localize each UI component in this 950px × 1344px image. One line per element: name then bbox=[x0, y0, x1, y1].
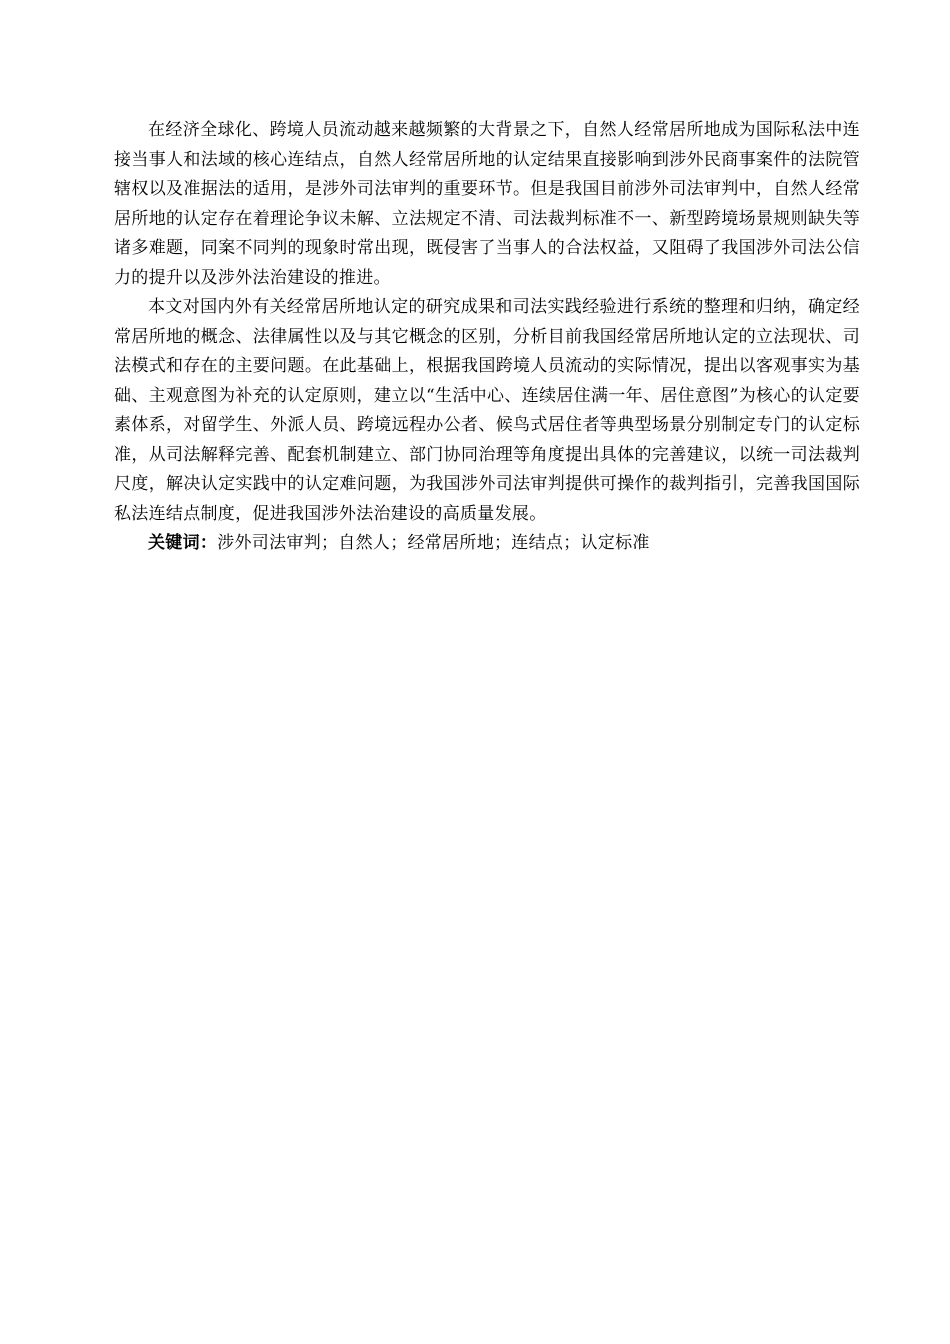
keywords-text: 涉外司法审判；自然人；经常居所地；连结点；认定标准 bbox=[217, 533, 650, 553]
abstract-paragraph-1: 在经济全球化、跨境人员流动越来越频繁的大背景之下，自然人经常居所地成为国际私法中连接当事人和法域的核心连结点，自然人经常居所地的认定结果直接影响到涉外民商事案件的法院管辖权以及准据法的适用，是涉外司法审判的重要环节。但是我国目前涉外司法审判中，自然人经常居所地的认定存在着理论争议未解、立法规定不清、司法裁判标准不一、新型跨境场景规则缺失等诸多难题，同案不同判的现象时常出现，既侵害了当事人的合法权益，又阻碍了我国涉外司法公信力的提升以及涉外法治建设的推进。 bbox=[114, 120, 860, 288]
keywords-label: 关键词： bbox=[148, 533, 218, 553]
abstract-paragraph-2: 本文对国内外有关经常居所地认定的研究成果和司法实践经验进行系统的整理和归纳，确定经常居所地的概念、法律属性以及与其它概念的区别，分析目前我国经常居所地认定的立法现状、司法模式和存在的主要问题。在此基础上，根据我国跨境人员流动的实际情况，提出以客观事实为基础、主观意图为补充的认定原则，建立以“生活中心、连续居住满一年、居住意图”为核心的认定要素体系，对留学生、外派人员、跨境远程办公者、候鸟式居住者等典型场景分别制定专门的认定标准，从司法解释完善、配套机制建立、部门协同治理等角度提出具体的完善建议，以统一司法裁判尺度，解决认定实践中的认定难问题，为我国涉外司法审判提供可操作的裁判指引，完善我国国际私法连结点制度，促进我国涉外法治建设的高质量发展。 bbox=[114, 297, 860, 524]
abstract-body bbox=[114, 116, 860, 559]
keywords-line bbox=[114, 529, 860, 559]
